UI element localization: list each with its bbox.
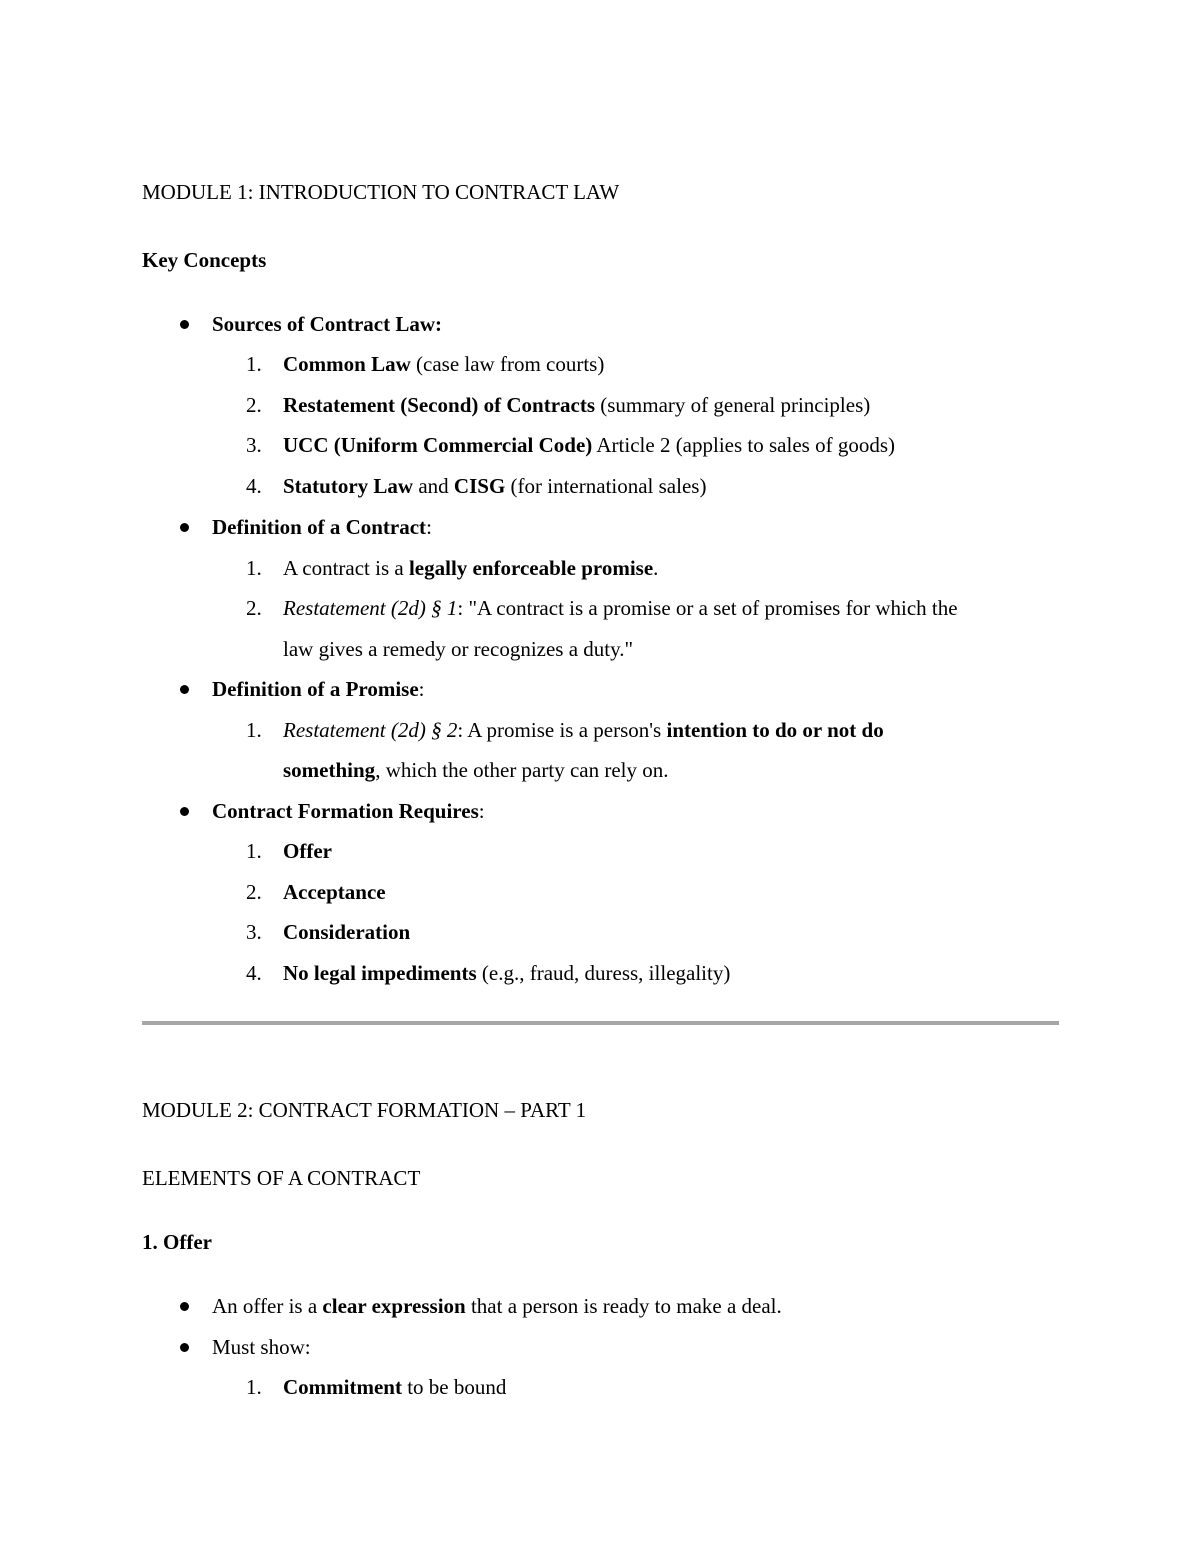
list-item-restatement-2: Restatement (2d) § 2: A promise is a person's intention to do or not do [283, 718, 884, 742]
list-number: 2. [246, 393, 262, 417]
list-number: 2. [246, 596, 262, 620]
bullet-dot [180, 523, 189, 532]
list-number: 3. [246, 920, 262, 944]
list-number: 1. [246, 1375, 262, 1399]
bullet-dot [180, 320, 189, 329]
bullet-dot [180, 1343, 189, 1352]
list-number: 1. [246, 718, 262, 742]
list-number: 3. [246, 433, 262, 457]
list-item-restatement-2-continued: something, which the other party can rely on. [283, 758, 669, 782]
sources-label: Sources of Contract Law: [212, 312, 442, 336]
list-item-offer: Offer [283, 839, 332, 863]
list-number: 1. [246, 839, 262, 863]
list-item-commitment: Commitment to be bound [283, 1375, 507, 1399]
elements-heading: ELEMENTS OF A CONTRACT [142, 1166, 421, 1190]
bullet-dot [180, 1302, 189, 1311]
module1-heading: MODULE 1: INTRODUCTION TO CONTRACT LAW [142, 180, 620, 204]
promise-definition-label: Definition of a Promise: [212, 677, 425, 701]
list-item-contract-is: A contract is a legally enforceable promise. [283, 556, 659, 580]
list-number: 2. [246, 880, 262, 904]
offer-heading: 1. Offer [142, 1230, 212, 1254]
list-number: 1. [246, 352, 262, 376]
list-number: 1. [246, 556, 262, 580]
module2-heading: MODULE 2: CONTRACT FORMATION – PART 1 [142, 1098, 587, 1122]
horizontal-divider [142, 1021, 1059, 1025]
bullet-dot [180, 685, 189, 694]
list-item-restatement: Restatement (Second) of Contracts (summary of general principles) [283, 393, 871, 417]
contract-definition-label: Definition of a Contract: [212, 515, 432, 539]
bullet-dot [180, 807, 189, 816]
list-item-ucc: UCC (Uniform Commercial Code) Article 2 (applies to sales of goods) [283, 433, 895, 457]
list-number: 4. [246, 474, 262, 498]
list-number: 4. [246, 961, 262, 985]
offer-definition: An offer is a clear expression that a person is ready to make a deal. [212, 1294, 782, 1318]
must-show-label: Must show: [212, 1335, 311, 1359]
list-item-acceptance: Acceptance [283, 880, 386, 904]
key-concepts-heading: Key Concepts [142, 248, 267, 272]
list-item-consideration: Consideration [283, 920, 411, 944]
list-item-restatement-1-continued: law gives a remedy or recognizes a duty." [283, 637, 634, 661]
list-item-no-legal-impediments: No legal impediments (e.g., fraud, duress, illegality) [283, 961, 731, 985]
list-item-common-law: Common Law (case law from courts) [283, 352, 605, 376]
list-item-restatement-1: Restatement (2d) § 1: "A contract is a promise or a set of promises for which the [283, 596, 958, 620]
list-item-statutory: Statutory Law and CISG (for international sales) [283, 474, 707, 498]
formation-label: Contract Formation Requires: [212, 799, 485, 823]
